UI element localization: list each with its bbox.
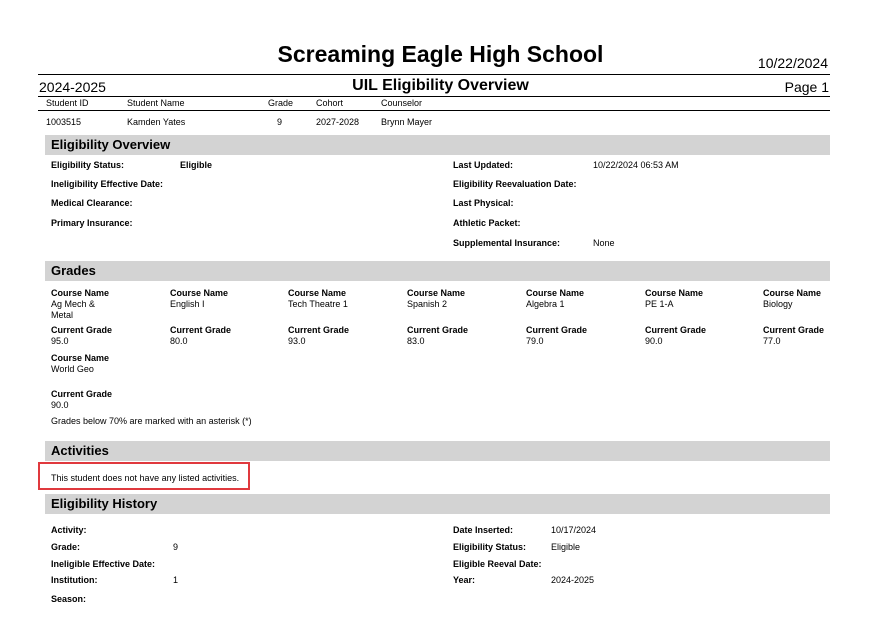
grade-cell: [526, 288, 636, 310]
report-date: 10/22/2024: [757, 55, 828, 71]
course-name-label: Course Name: [288, 288, 347, 298]
grade-cell: [288, 325, 398, 347]
history-grade-value: 9: [173, 542, 179, 552]
section-activities: [45, 441, 830, 461]
section-eligibility-overview: [45, 135, 830, 155]
section-eligibility-history: [45, 494, 830, 514]
col-grade: Grade: [268, 98, 294, 108]
student-cohort: 2027-2028: [316, 117, 360, 127]
section-title: Grades: [51, 263, 96, 278]
course-name: Ag Mech & Metal: [51, 299, 96, 320]
course-name-label: Course Name: [763, 288, 822, 298]
header-rule-bottom: [38, 96, 830, 97]
current-grade-label: Current Grade: [526, 325, 588, 335]
eligibility-status-value: Eligible: [180, 160, 213, 170]
history-year-value: 2024-2025: [551, 575, 595, 585]
school-name: Screaming Eagle High School: [277, 41, 604, 67]
supplemental-insurance-label: Supplemental Insurance:: [453, 238, 561, 248]
history-grade-label: Grade:: [51, 542, 81, 552]
page-number: Page 1: [784, 79, 829, 95]
col-cohort: Cohort: [316, 98, 344, 108]
course-name: Biology: [763, 299, 793, 309]
reevaluation-date-label: Eligibility Reevaluation Date:: [453, 179, 577, 189]
history-eligibility-status-label: Eligibility Status:: [453, 542, 527, 552]
grade-cell: [763, 325, 829, 347]
history-date-inserted-label: Date Inserted:: [453, 525, 514, 535]
grade-cell: [288, 288, 398, 310]
course-name-label: Course Name: [51, 288, 110, 298]
current-grade: 83.0: [407, 336, 425, 346]
primary-insurance-label: Primary Insurance:: [51, 218, 133, 228]
current-grade-label: Current Grade: [170, 325, 232, 335]
current-grade-label: Current Grade: [51, 325, 113, 335]
course-name: Algebra 1: [526, 299, 565, 309]
grade-cell: [51, 288, 161, 321]
eligibility-status-label: Eligibility Status:: [51, 160, 125, 170]
course-name-label: Course Name: [170, 288, 229, 298]
current-grade-label: Current Grade: [51, 389, 113, 399]
student-grade: 9: [277, 117, 283, 127]
current-grade: 95.0: [51, 336, 69, 346]
course-name: English I: [170, 299, 205, 309]
history-institution-value: 1: [173, 575, 179, 585]
course-name: World Geo: [51, 364, 94, 374]
course-name: Spanish 2: [407, 299, 448, 309]
current-grade: 90.0: [645, 336, 663, 346]
student-id: 1003515: [46, 117, 82, 127]
course-name-label: Course Name: [526, 288, 585, 298]
last-physical-label: Last Physical:: [453, 198, 514, 208]
course-name: Tech Theatre 1: [288, 299, 348, 309]
current-grade: 93.0: [288, 336, 306, 346]
grade-cell: [645, 288, 755, 310]
section-title: Eligibility History: [51, 496, 158, 511]
current-grade-label: Current Grade: [288, 325, 350, 335]
grade-cell: [407, 288, 517, 310]
grade-cell: [526, 325, 636, 347]
last-updated-value: 10/22/2024 06:53 AM: [593, 160, 679, 170]
course-name-label: Course Name: [645, 288, 704, 298]
history-activity-label: Activity:: [51, 525, 87, 535]
medical-clearance-label: Medical Clearance:: [51, 198, 133, 208]
col-student-name: Student Name: [127, 98, 185, 108]
student-counselor: Brynn Mayer: [381, 117, 433, 127]
current-grade: 80.0: [170, 336, 188, 346]
current-grade: 77.0: [763, 336, 781, 346]
activities-message: This student does not have any listed activities.: [51, 473, 240, 483]
current-grade-label: Current Grade: [407, 325, 469, 335]
student-header-rule: [38, 110, 830, 111]
grade-cell: [170, 288, 280, 310]
history-reeval-date-label: Eligible Reeval Date:: [453, 559, 542, 569]
grade-cell: [763, 288, 829, 310]
report-title: UIL Eligibility Overview: [352, 77, 529, 94]
history-season-label: Season:: [51, 594, 87, 604]
header-rule-top: [38, 74, 830, 75]
grade-cell: [407, 325, 517, 347]
history-institution-label: Institution:: [51, 575, 98, 585]
section-title: Activities: [51, 443, 109, 458]
course-name-label: Course Name: [407, 288, 466, 298]
last-updated-label: Last Updated:: [453, 160, 514, 170]
grade-cell: [170, 325, 280, 347]
grade-cell: [51, 389, 161, 411]
history-eligibility-status-value: Eligible: [551, 542, 581, 552]
current-grade: 90.0: [51, 400, 69, 410]
grades-note: Grades below 70% are marked with an asterisk (*): [51, 416, 252, 426]
col-counselor: Counselor: [381, 98, 423, 108]
current-grade-label: Current Grade: [645, 325, 707, 335]
grade-cell: [51, 353, 161, 375]
history-ineligible-date-label: Ineligible Effective Date:: [51, 559, 156, 569]
grade-cell: [51, 325, 161, 347]
section-title: Eligibility Overview: [51, 137, 171, 152]
ineligibility-date-label: Ineligibility Effective Date:: [51, 179, 164, 189]
supplemental-insurance-value: None: [593, 238, 615, 248]
course-name-label: Course Name: [51, 353, 110, 363]
course-name: PE 1-A: [645, 299, 674, 309]
history-year-label: Year:: [453, 575, 476, 585]
section-grades: [45, 261, 830, 281]
col-student-id: Student ID: [46, 98, 89, 108]
history-date-inserted-value: 10/17/2024: [551, 525, 597, 535]
current-grade: 79.0: [526, 336, 544, 346]
student-name: Kamden Yates: [127, 117, 186, 127]
current-grade-label: Current Grade: [763, 325, 825, 335]
athletic-packet-label: Athletic Packet:: [453, 218, 521, 228]
school-year: 2024-2025: [39, 79, 106, 95]
grade-cell: [645, 325, 755, 347]
